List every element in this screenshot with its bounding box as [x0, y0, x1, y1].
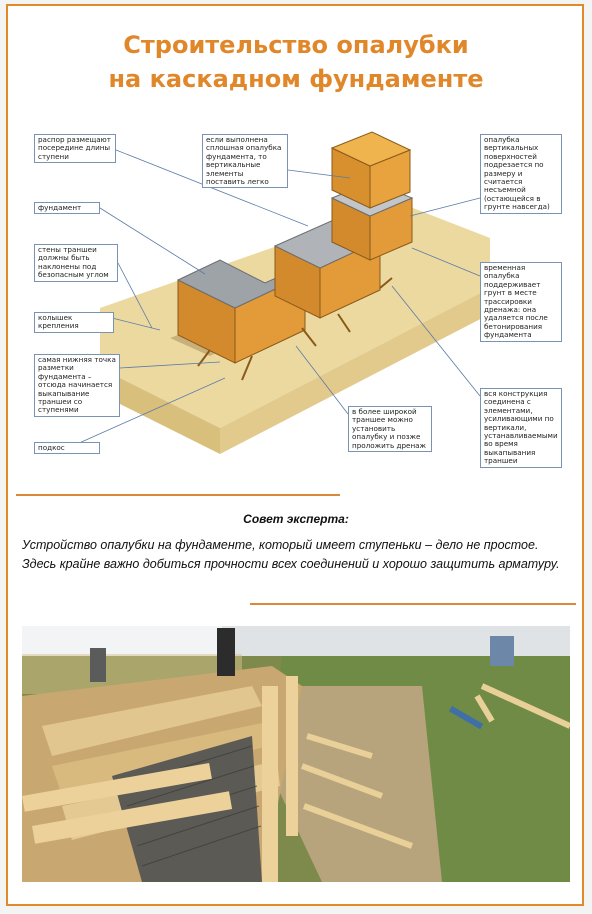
construction-photo	[22, 626, 570, 882]
label-pegs: колышек крепления	[34, 312, 114, 333]
page-title	[0, 28, 592, 96]
photo-illustration	[22, 626, 570, 882]
title-line-2: на каскадном фундаменте	[108, 65, 484, 93]
label-trench-walls: стены траншеи должны быть наклонены под безопасным углом	[34, 244, 118, 282]
title-line-1: Строительство опалубки	[123, 31, 469, 59]
label-vertical-formwork: опалубка вертикальных поверхностей подрезается по размеру и считается несъемной (остающейся в грунте навсегда)	[480, 134, 562, 214]
label-lowest-point: самая нижняя точка разметки фундамента – отсюда начинается выкапывание траншеи со ступенями	[34, 354, 120, 417]
divider-bottom	[250, 603, 576, 605]
tip-heading: Совет эксперта:	[243, 512, 349, 526]
label-temporary-formwork: временная опалубка поддерживает грунт в месте трассировки дренажа: она удаляется после бетонирования фундамента	[480, 262, 562, 342]
label-wider-trench: в более широкой траншее можно установить опалубку и позже проложить дренаж	[348, 406, 432, 452]
tip-body: Устройство опалубки на фундаменте, который имеет ступеньки – дело не простое. Здесь крайне важно добиться прочности всех соединений и хорошо защитить арматуру.	[22, 538, 560, 571]
label-bottom: подкос	[34, 442, 100, 454]
label-whole-structure: вся конструкция соединена с элементами, усиливающими по вертикали, устанавливаемыми во время выкапывания траншеи	[480, 388, 562, 468]
label-spacer: распор размещают посередине длины ступени	[34, 134, 116, 163]
formwork-diagram	[20, 118, 568, 466]
label-solid-formwork: если выполнена сплошная опалубка фундамента, то вертикальные элементы поставить легко	[202, 134, 288, 188]
label-foundation: фундамент	[34, 202, 100, 214]
divider-top	[16, 494, 340, 496]
